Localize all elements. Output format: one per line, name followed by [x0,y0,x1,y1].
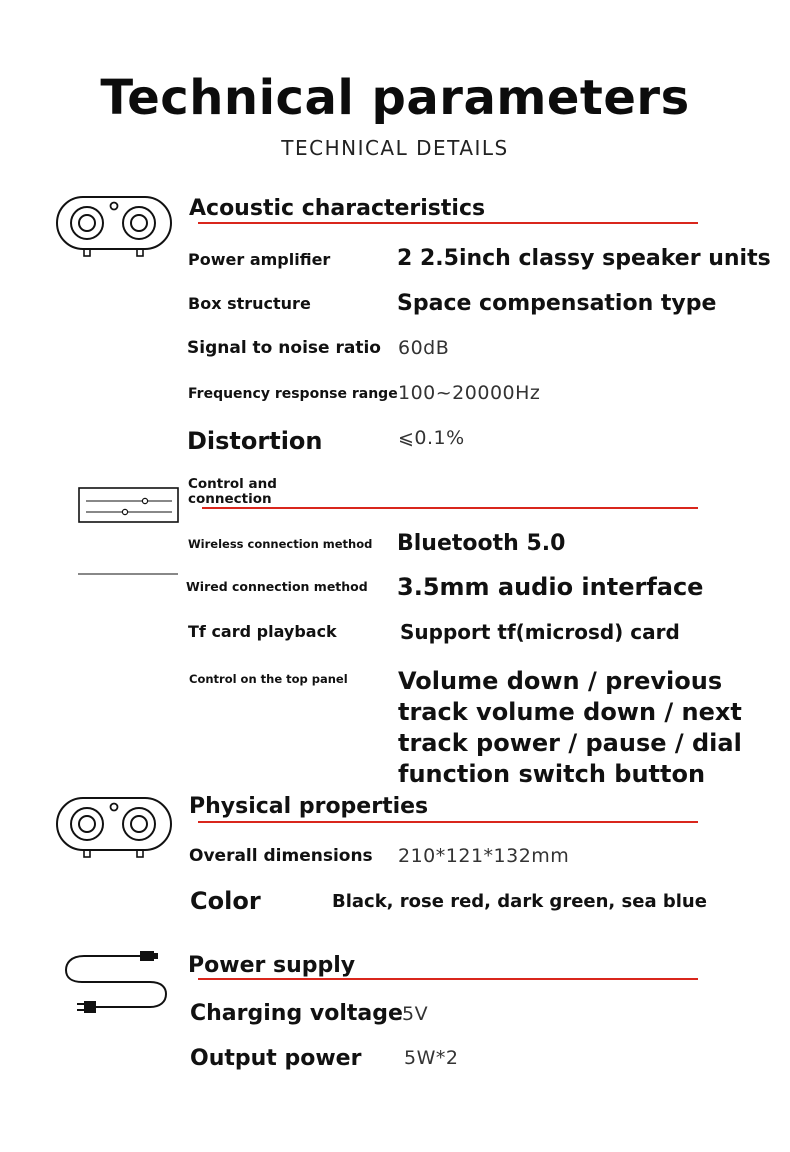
value-top-panel-control: Volume down / previous track volume down / next track power / pause / dial function switch button [398,667,742,788]
value-distortion: ⩽0.1% [398,427,465,449]
value-power-amplifier: 2 2.5inch classy speaker units [397,246,771,271]
section-title-physical: Physical properties [189,794,429,819]
section-divider-physical [198,821,698,823]
label-snr: Signal to noise ratio [187,338,381,358]
section-divider-acoustic [198,222,698,224]
label-wireless-connection: Wireless connection method [188,537,373,551]
label-top-panel-control: Control on the top panel [189,672,348,686]
section-divider-control [202,507,698,509]
label-distortion: Distortion [187,427,323,455]
usb-cable-icon [64,948,170,1016]
value-snr: 60dB [398,337,450,359]
value-wireless-connection: Bluetooth 5.0 [397,531,566,556]
label-overall-dimensions: Overall dimensions [189,846,373,866]
value-box-structure: Space compensation type [397,291,717,316]
slider-panel-icon [78,487,180,577]
label-color: Color [190,887,261,915]
section-title-control: Control and connection [188,476,277,507]
label-wired-connection: Wired connection method [186,579,368,594]
page-title: Technical parameters [100,70,690,126]
section-title-power: Power supply [188,953,356,978]
value-overall-dimensions: 210*121*132mm [398,845,570,867]
value-color: Black, rose red, dark green, sea blue [332,891,707,912]
value-wired-connection: 3.5mm audio interface [397,573,704,601]
value-tf-card: Support tf(microsd) card [400,620,680,644]
label-box-structure: Box structure [188,294,311,313]
page-subtitle: TECHNICAL DETAILS [281,136,509,160]
label-frequency-response: Frequency response range [188,386,398,402]
section-title-acoustic: Acoustic characteristics [189,196,486,221]
label-output-power: Output power [190,1046,362,1071]
section-divider-power [198,978,698,980]
label-tf-card: Tf card playback [188,622,337,641]
value-frequency-response: 100~20000Hz [398,382,541,404]
value-output-power: 5W*2 [404,1047,459,1069]
label-power-amplifier: Power amplifier [188,250,331,269]
speaker-icon [56,196,174,258]
speaker-icon [56,797,174,859]
label-charging-voltage: Charging voltage [190,1001,403,1026]
value-charging-voltage: 5V [402,1003,429,1025]
